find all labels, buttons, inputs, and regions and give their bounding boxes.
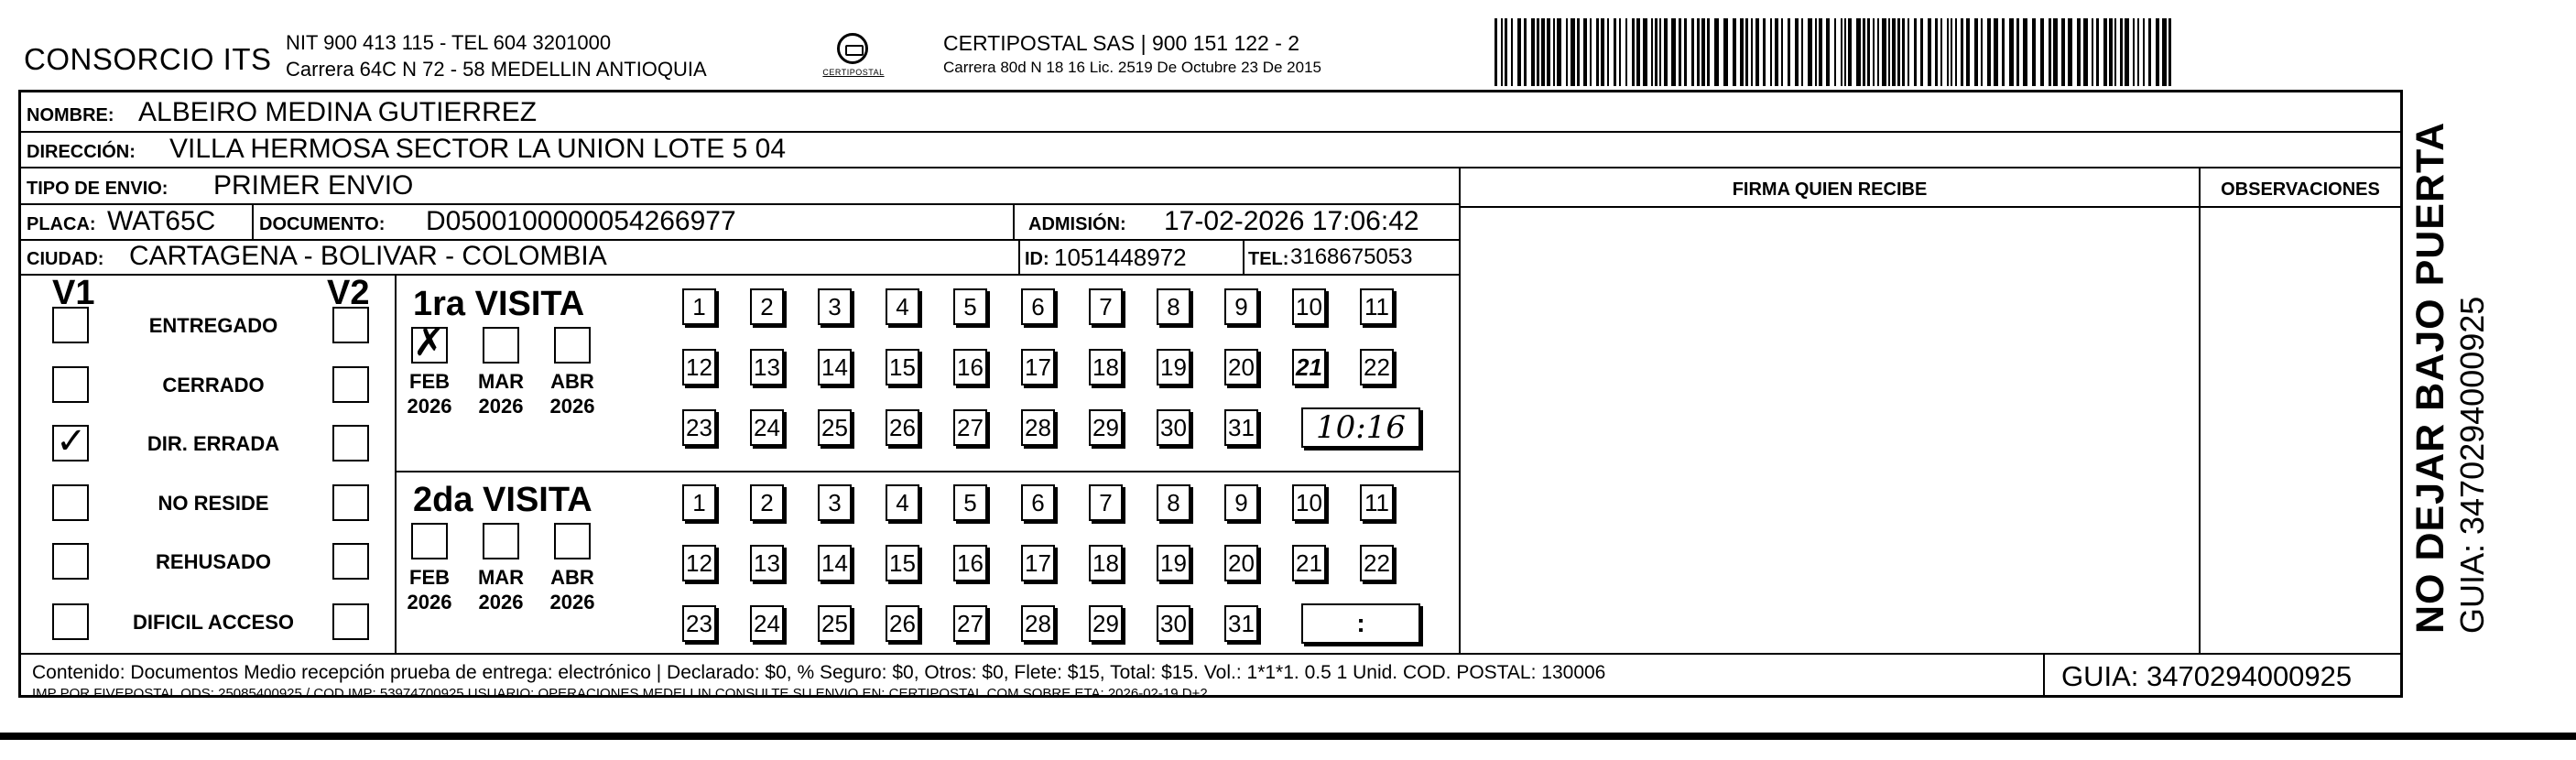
barcode-bar bbox=[1892, 18, 1896, 86]
barcode-bar bbox=[2137, 18, 2139, 86]
month-name: FEB bbox=[409, 566, 450, 589]
visit2-day-box[interactable]: 29 bbox=[1089, 605, 1123, 642]
barcode-bar bbox=[2162, 18, 2167, 86]
visit1-day-box[interactable]: 3 bbox=[818, 288, 852, 325]
logo-icon bbox=[837, 33, 868, 64]
month-year: 2026 bbox=[478, 395, 524, 418]
side-guia: GUIA: 3470294000925 bbox=[2453, 296, 2491, 634]
logo-text: CERTIPOSTAL bbox=[822, 68, 885, 77]
tipo-envio-value: PRIMER ENVIO bbox=[213, 170, 414, 201]
visit2-day-box[interactable]: 15 bbox=[886, 545, 919, 581]
visit1-month-label bbox=[402, 369, 457, 418]
visit2-day-box[interactable]: 22 bbox=[1360, 545, 1394, 581]
barcode-bar bbox=[1775, 18, 1778, 86]
v1-checkbox[interactable] bbox=[52, 543, 89, 580]
visit1-day-box[interactable]: 5 bbox=[953, 288, 987, 325]
visit2-day-box[interactable]: 26 bbox=[886, 605, 919, 642]
check-mark-icon: ✓ bbox=[56, 420, 87, 462]
barcode-bar bbox=[1596, 18, 1599, 86]
barcode-bar bbox=[1691, 18, 1694, 86]
barcode-bar bbox=[2133, 18, 2135, 86]
visit2-day-box[interactable]: 28 bbox=[1021, 605, 1055, 642]
barcode-bar bbox=[2156, 18, 2159, 86]
barcode-bar bbox=[2016, 18, 2019, 86]
v1-checkbox[interactable] bbox=[52, 366, 89, 403]
visit1-day-box[interactable]: 25 bbox=[818, 409, 852, 446]
barcode-bar bbox=[1590, 18, 1592, 86]
tel-label: TEL: bbox=[1248, 249, 1289, 269]
visit1-day-box[interactable]: 9 bbox=[1224, 288, 1258, 325]
barcode-bar bbox=[1625, 18, 1627, 86]
barcode-bar bbox=[1955, 18, 1957, 86]
visit1-day-box[interactable]: 17 bbox=[1021, 349, 1055, 385]
barcode-bar bbox=[1501, 18, 1503, 86]
barcode-bar bbox=[2068, 18, 2072, 86]
barcode-bar bbox=[1920, 18, 1923, 86]
barcode-bar bbox=[1755, 18, 1759, 86]
barcode-bar bbox=[1856, 18, 1861, 86]
company-name: CONSORCIO ITS bbox=[24, 42, 272, 76]
firma-header: FIRMA QUIEN RECIBE bbox=[1732, 179, 1928, 200]
barcode-bar bbox=[2168, 18, 2171, 86]
visit2-day-box[interactable]: 2 bbox=[750, 484, 784, 521]
visit2-day-box[interactable]: 3 bbox=[818, 484, 852, 521]
ciudad-label: CIUDAD: bbox=[27, 249, 104, 269]
visit2-title: 2da VISITA bbox=[413, 481, 592, 519]
v2-checkbox[interactable] bbox=[332, 366, 369, 403]
visit1-day-box[interactable]: 14 bbox=[818, 349, 852, 385]
barcode-bar bbox=[2143, 18, 2145, 86]
barcode-bar bbox=[2092, 18, 2093, 86]
barcode-bar bbox=[1819, 18, 1822, 86]
certipostal-logo bbox=[811, 33, 896, 88]
barcode-bar bbox=[2023, 18, 2027, 86]
visit2-day-box[interactable]: 20 bbox=[1224, 545, 1258, 581]
barcode-bar bbox=[1961, 18, 1963, 86]
admision-label: ADMISIÓN: bbox=[1028, 214, 1126, 234]
check-mark-icon: ✗ bbox=[413, 320, 446, 364]
barcode-bar bbox=[1841, 18, 1842, 86]
visit2-day-box[interactable]: 30 bbox=[1157, 605, 1190, 642]
barcode-bar bbox=[1951, 18, 1952, 86]
visit1-day-box[interactable]: 13 bbox=[750, 349, 784, 385]
visit1-day-box[interactable]: 20 bbox=[1224, 349, 1258, 385]
barcode-bar bbox=[1577, 18, 1580, 86]
visit1-day-box[interactable]: 29 bbox=[1089, 409, 1123, 446]
visit2-month-checkbox[interactable] bbox=[554, 523, 591, 559]
id-value: 1051448972 bbox=[1054, 244, 1187, 271]
month-name: ABR bbox=[550, 566, 594, 589]
visit2-day-box[interactable]: 13 bbox=[750, 545, 784, 581]
visit1-day-box[interactable]: 21 bbox=[1292, 349, 1326, 385]
visit1-day-box[interactable]: 6 bbox=[1021, 288, 1055, 325]
barcode-bar bbox=[2002, 18, 2005, 86]
v2-checkbox[interactable] bbox=[332, 603, 369, 640]
barcode-bar bbox=[1914, 18, 1917, 86]
barcode-bar bbox=[2032, 18, 2036, 86]
barcode-bar bbox=[1908, 18, 1909, 86]
barcode-bar bbox=[1566, 18, 1568, 86]
barcode-bar bbox=[1524, 18, 1527, 86]
barcode-bar bbox=[2103, 18, 2107, 86]
visit2-day-box[interactable]: 9 bbox=[1224, 484, 1258, 521]
direccion-value: VILLA HERMOSA SECTOR LA UNION LOTE 5 04 bbox=[169, 134, 787, 164]
barcode-bar bbox=[1684, 18, 1687, 86]
barcode-bar bbox=[1679, 18, 1681, 86]
status-option-label: NO RESIDE bbox=[158, 492, 269, 515]
barcode-bar bbox=[2125, 18, 2129, 86]
certipostal-name-line: CERTIPOSTAL SAS | 900 151 122 - 2 bbox=[943, 31, 1300, 55]
barcode-bar bbox=[1763, 18, 1766, 86]
visit2-day-box[interactable]: 25 bbox=[818, 605, 852, 642]
visit2-day-box[interactable]: 11 bbox=[1360, 484, 1394, 521]
month-year: 2026 bbox=[478, 591, 524, 613]
visit1-day-box[interactable]: 31 bbox=[1224, 409, 1258, 446]
visit1-day-box[interactable]: 27 bbox=[953, 409, 987, 446]
barcode-bar bbox=[1651, 18, 1653, 86]
visit2-month-label bbox=[545, 565, 600, 614]
visit2-day-box[interactable]: 5 bbox=[953, 484, 987, 521]
barcode-bar bbox=[2083, 18, 2088, 86]
barcode-bar bbox=[1877, 18, 1879, 86]
barcode-bar bbox=[1632, 18, 1635, 86]
delivery-form bbox=[18, 90, 2403, 701]
barcode-bar bbox=[1867, 18, 1870, 86]
v1-checkbox[interactable] bbox=[52, 484, 89, 521]
month-name: FEB bbox=[409, 370, 450, 393]
barcode-bar bbox=[1601, 18, 1604, 86]
footer-imp-line: IMP POR FIVEPOSTAL ODS: 25085400925 / COD.IMP: 53974700925 USUARIO: OPERACIONES MEDELLIN CONSULTE SU ENVIO EN: CERTIPOSTAL.COM SOBRE ETA: 2026-02-19 D+2 bbox=[32, 686, 1208, 701]
barcode-bar bbox=[2040, 18, 2044, 86]
barcode-bar bbox=[1655, 18, 1658, 86]
v1-checkbox[interactable] bbox=[52, 307, 89, 343]
visit2-day-box[interactable]: 1 bbox=[682, 484, 716, 521]
visit1-day-box[interactable]: 11 bbox=[1360, 288, 1394, 325]
visit1-day-box[interactable]: 1 bbox=[682, 288, 716, 325]
visit1-day-box[interactable]: 23 bbox=[682, 409, 716, 446]
ciudad-value: CARTAGENA - BOLIVAR - COLOMBIA bbox=[129, 241, 607, 271]
visit2-day-box[interactable]: 18 bbox=[1089, 545, 1123, 581]
admision-value: 17-02-2026 17:06:42 bbox=[1164, 206, 1419, 236]
visit1-day-box[interactable]: 10 bbox=[1292, 288, 1326, 325]
v1-header: V1 bbox=[52, 274, 95, 312]
barcode-bar bbox=[1664, 18, 1668, 86]
barcode-bar bbox=[2148, 18, 2151, 86]
v2-checkbox[interactable] bbox=[332, 307, 369, 343]
tel-value: 3168675053 bbox=[1290, 244, 1413, 269]
barcode-bar bbox=[1643, 18, 1647, 86]
barcode-bar bbox=[1863, 18, 1865, 86]
barcode-bar bbox=[1723, 18, 1728, 86]
visit2-day-box[interactable]: 8 bbox=[1157, 484, 1190, 521]
barcode-bar bbox=[1981, 18, 1983, 86]
footer-content-line: Contenido: Documentos Medio recepción prueba de entrega: electrónico | Declarado: $0, % Seguro: $0, Otros: $0, Flete: $15, Total: $15. Vol.: 1*1*1. 0.5 1 Unid. COD. POSTAL: 130006 bbox=[32, 662, 1606, 683]
tipo-envio-label: TIPO DE ENVIO: bbox=[27, 179, 168, 199]
barcode-bar bbox=[1511, 18, 1513, 86]
visit1-day-box[interactable]: 18 bbox=[1089, 349, 1123, 385]
visit1-month-label bbox=[473, 369, 528, 418]
certipostal-address-line: Carrera 80d N 18 16 Lic. 2519 De Octubre 23 De 2015 bbox=[943, 59, 1321, 76]
barcode-bar bbox=[2061, 18, 2065, 86]
barcode-bar bbox=[1571, 18, 1575, 86]
barcode-bar bbox=[1714, 18, 1719, 86]
visit1-day-box[interactable]: 8 bbox=[1157, 288, 1190, 325]
visit1-day-box[interactable]: 22 bbox=[1360, 349, 1394, 385]
visit2-day-box[interactable]: 12 bbox=[682, 545, 716, 581]
barcode-bar bbox=[1614, 18, 1616, 86]
barcode-bar bbox=[2096, 18, 2099, 86]
barcode-bar bbox=[1553, 18, 1555, 86]
barcode-bar bbox=[1882, 18, 1886, 86]
month-name: MAR bbox=[477, 566, 525, 589]
visit1-day-box[interactable]: 24 bbox=[750, 409, 784, 446]
company-nit-line: NIT 900 413 115 - TEL 604 3201000 bbox=[286, 31, 612, 54]
v2-header: V2 bbox=[327, 274, 370, 312]
status-option-label: REHUSADO bbox=[156, 550, 271, 573]
visit2-day-box[interactable]: 24 bbox=[750, 605, 784, 642]
visit1-day-box[interactable]: 26 bbox=[886, 409, 919, 446]
barcode-bar bbox=[1966, 18, 1970, 86]
barcode-bar bbox=[2114, 18, 2116, 86]
visit2-day-box[interactable]: 4 bbox=[886, 484, 919, 521]
status-option-label: ENTREGADO bbox=[148, 314, 278, 337]
barcode-bar bbox=[2049, 18, 2051, 86]
month-year: 2026 bbox=[407, 395, 452, 418]
observaciones-header: OBSERVACIONES bbox=[2221, 179, 2380, 200]
documento-label: DOCUMENTO: bbox=[259, 214, 386, 234]
visit2-day-box[interactable]: 10 bbox=[1292, 484, 1326, 521]
visit1-day-box[interactable]: 4 bbox=[886, 288, 919, 325]
visit1-day-box[interactable]: 2 bbox=[750, 288, 784, 325]
barcode-bar bbox=[1495, 18, 1497, 86]
barcode-bar bbox=[1517, 18, 1521, 86]
v1-checkbox[interactable] bbox=[52, 603, 89, 640]
barcode bbox=[1495, 18, 2179, 86]
month-year: 2026 bbox=[549, 591, 595, 613]
barcode-bar bbox=[1935, 18, 1938, 86]
month-year: 2026 bbox=[549, 395, 595, 418]
visit2-time-field[interactable]: : bbox=[1301, 603, 1420, 644]
barcode-bar bbox=[1583, 18, 1587, 86]
visit1-day-box[interactable]: 28 bbox=[1021, 409, 1055, 446]
visit1-day-box[interactable]: 7 bbox=[1089, 288, 1123, 325]
footer-guia: GUIA: 3470294000925 bbox=[2061, 660, 2353, 692]
documento-value: D0500100000054266977 bbox=[426, 206, 736, 236]
barcode-bar bbox=[2109, 18, 2113, 86]
barcode-bar bbox=[1808, 18, 1812, 86]
barcode-bar bbox=[1834, 18, 1836, 86]
barcode-bar bbox=[1947, 18, 1949, 86]
barcode-bar bbox=[1844, 18, 1846, 86]
barcode-bar bbox=[1541, 18, 1545, 86]
barcode-bar bbox=[1848, 18, 1852, 86]
v2-checkbox[interactable] bbox=[332, 425, 369, 461]
visit2-day-box[interactable]: 19 bbox=[1157, 545, 1190, 581]
barcode-bar bbox=[1987, 18, 1991, 86]
barcode-bar bbox=[1994, 18, 1998, 86]
barcode-bar bbox=[1928, 18, 1931, 86]
visit2-day-box[interactable]: 21 bbox=[1292, 545, 1326, 581]
barcode-bar bbox=[1781, 18, 1783, 86]
barcode-bar bbox=[1505, 18, 1507, 86]
placa-value: WAT65C bbox=[107, 206, 216, 236]
bottom-border bbox=[0, 733, 2576, 740]
barcode-bar bbox=[1770, 18, 1772, 86]
visit1-month-checkbox[interactable] bbox=[483, 327, 519, 364]
barcode-bar bbox=[1537, 18, 1539, 86]
company-address-line: Carrera 64C N 72 - 58 MEDELLIN ANTIOQUIA bbox=[286, 58, 707, 81]
barcode-bar bbox=[1671, 18, 1676, 86]
visit2-day-box[interactable]: 7 bbox=[1089, 484, 1123, 521]
barcode-bar bbox=[1873, 18, 1875, 86]
v2-checkbox[interactable] bbox=[332, 543, 369, 580]
month-name: MAR bbox=[477, 370, 525, 393]
barcode-bar bbox=[1607, 18, 1609, 86]
visit2-day-box[interactable]: 31 bbox=[1224, 605, 1258, 642]
visit1-day-box[interactable]: 16 bbox=[953, 349, 987, 385]
barcode-bar bbox=[1795, 18, 1799, 86]
barcode-bar bbox=[1636, 18, 1640, 86]
visit1-month-checkbox[interactable] bbox=[411, 320, 448, 364]
nombre-label: NOMBRE: bbox=[27, 105, 114, 125]
visit2-day-box[interactable]: 14 bbox=[818, 545, 852, 581]
barcode-bar bbox=[2120, 18, 2123, 86]
barcode-bar bbox=[1619, 18, 1621, 86]
visit1-day-box[interactable]: 15 bbox=[886, 349, 919, 385]
barcode-bar bbox=[1888, 18, 1890, 86]
v2-checkbox[interactable] bbox=[332, 484, 369, 521]
barcode-bar bbox=[2077, 18, 2081, 86]
status-option-label: CERRADO bbox=[162, 374, 265, 396]
barcode-bar bbox=[1707, 18, 1710, 86]
barcode-bar bbox=[1557, 18, 1561, 86]
month-year: 2026 bbox=[407, 591, 452, 613]
visit2-month-checkbox[interactable] bbox=[411, 523, 448, 559]
barcode-bar bbox=[1751, 18, 1753, 86]
barcode-bar bbox=[1788, 18, 1790, 86]
barcode-bar bbox=[1902, 18, 1905, 86]
visit2-month-label bbox=[402, 565, 457, 614]
v1-checkbox[interactable] bbox=[52, 420, 89, 462]
barcode-bar bbox=[1531, 18, 1535, 86]
visit1-title: 1ra VISITA bbox=[413, 285, 585, 323]
barcode-bar bbox=[1733, 18, 1736, 86]
status-option-label: DIR. ERRADA bbox=[147, 432, 280, 455]
visit2-day-box[interactable]: 27 bbox=[953, 605, 987, 642]
barcode-bar bbox=[1974, 18, 1978, 86]
barcode-bar bbox=[1801, 18, 1803, 86]
visit1-day-box[interactable]: 30 bbox=[1157, 409, 1190, 446]
visit2-day-box[interactable]: 17 bbox=[1021, 545, 1055, 581]
id-label: ID: bbox=[1025, 249, 1049, 269]
month-name: ABR bbox=[550, 370, 594, 393]
barcode-bar bbox=[1897, 18, 1900, 86]
barcode-bar bbox=[1701, 18, 1705, 86]
visit2-day-box[interactable]: 16 bbox=[953, 545, 987, 581]
barcode-bar bbox=[1697, 18, 1700, 86]
side-no-dejar: NO DEJAR BAJO PUERTA bbox=[2408, 121, 2452, 634]
barcode-bar bbox=[1740, 18, 1744, 86]
visit1-month-label bbox=[545, 369, 600, 418]
visit2-month-checkbox[interactable] bbox=[483, 523, 519, 559]
barcode-bar bbox=[1745, 18, 1748, 86]
visit2-month-label bbox=[473, 565, 528, 614]
placa-label: PLACA: bbox=[27, 214, 96, 234]
barcode-bar bbox=[2009, 18, 2014, 86]
direccion-label: DIRECCIÓN: bbox=[27, 142, 136, 162]
visit2-day-box[interactable]: 6 bbox=[1021, 484, 1055, 521]
visit2-day-box[interactable]: 23 bbox=[682, 605, 716, 642]
barcode-bar bbox=[1940, 18, 1942, 86]
barcode-bar bbox=[1826, 18, 1830, 86]
visit1-day-box[interactable]: 12 bbox=[682, 349, 716, 385]
barcode-bar bbox=[1547, 18, 1550, 86]
side-notice bbox=[2408, 122, 2492, 634]
visit1-month-checkbox[interactable] bbox=[554, 327, 591, 364]
visit1-day-box[interactable]: 19 bbox=[1157, 349, 1190, 385]
status-option-label: DIFICIL ACCESO bbox=[132, 611, 294, 634]
barcode-bar bbox=[2053, 18, 2058, 86]
barcode-bar bbox=[1659, 18, 1661, 86]
nombre-value: ALBEIRO MEDINA GUTIERREZ bbox=[138, 97, 538, 127]
barcode-bar bbox=[1815, 18, 1817, 86]
visit1-time-field[interactable]: 10:16 bbox=[1301, 407, 1420, 448]
